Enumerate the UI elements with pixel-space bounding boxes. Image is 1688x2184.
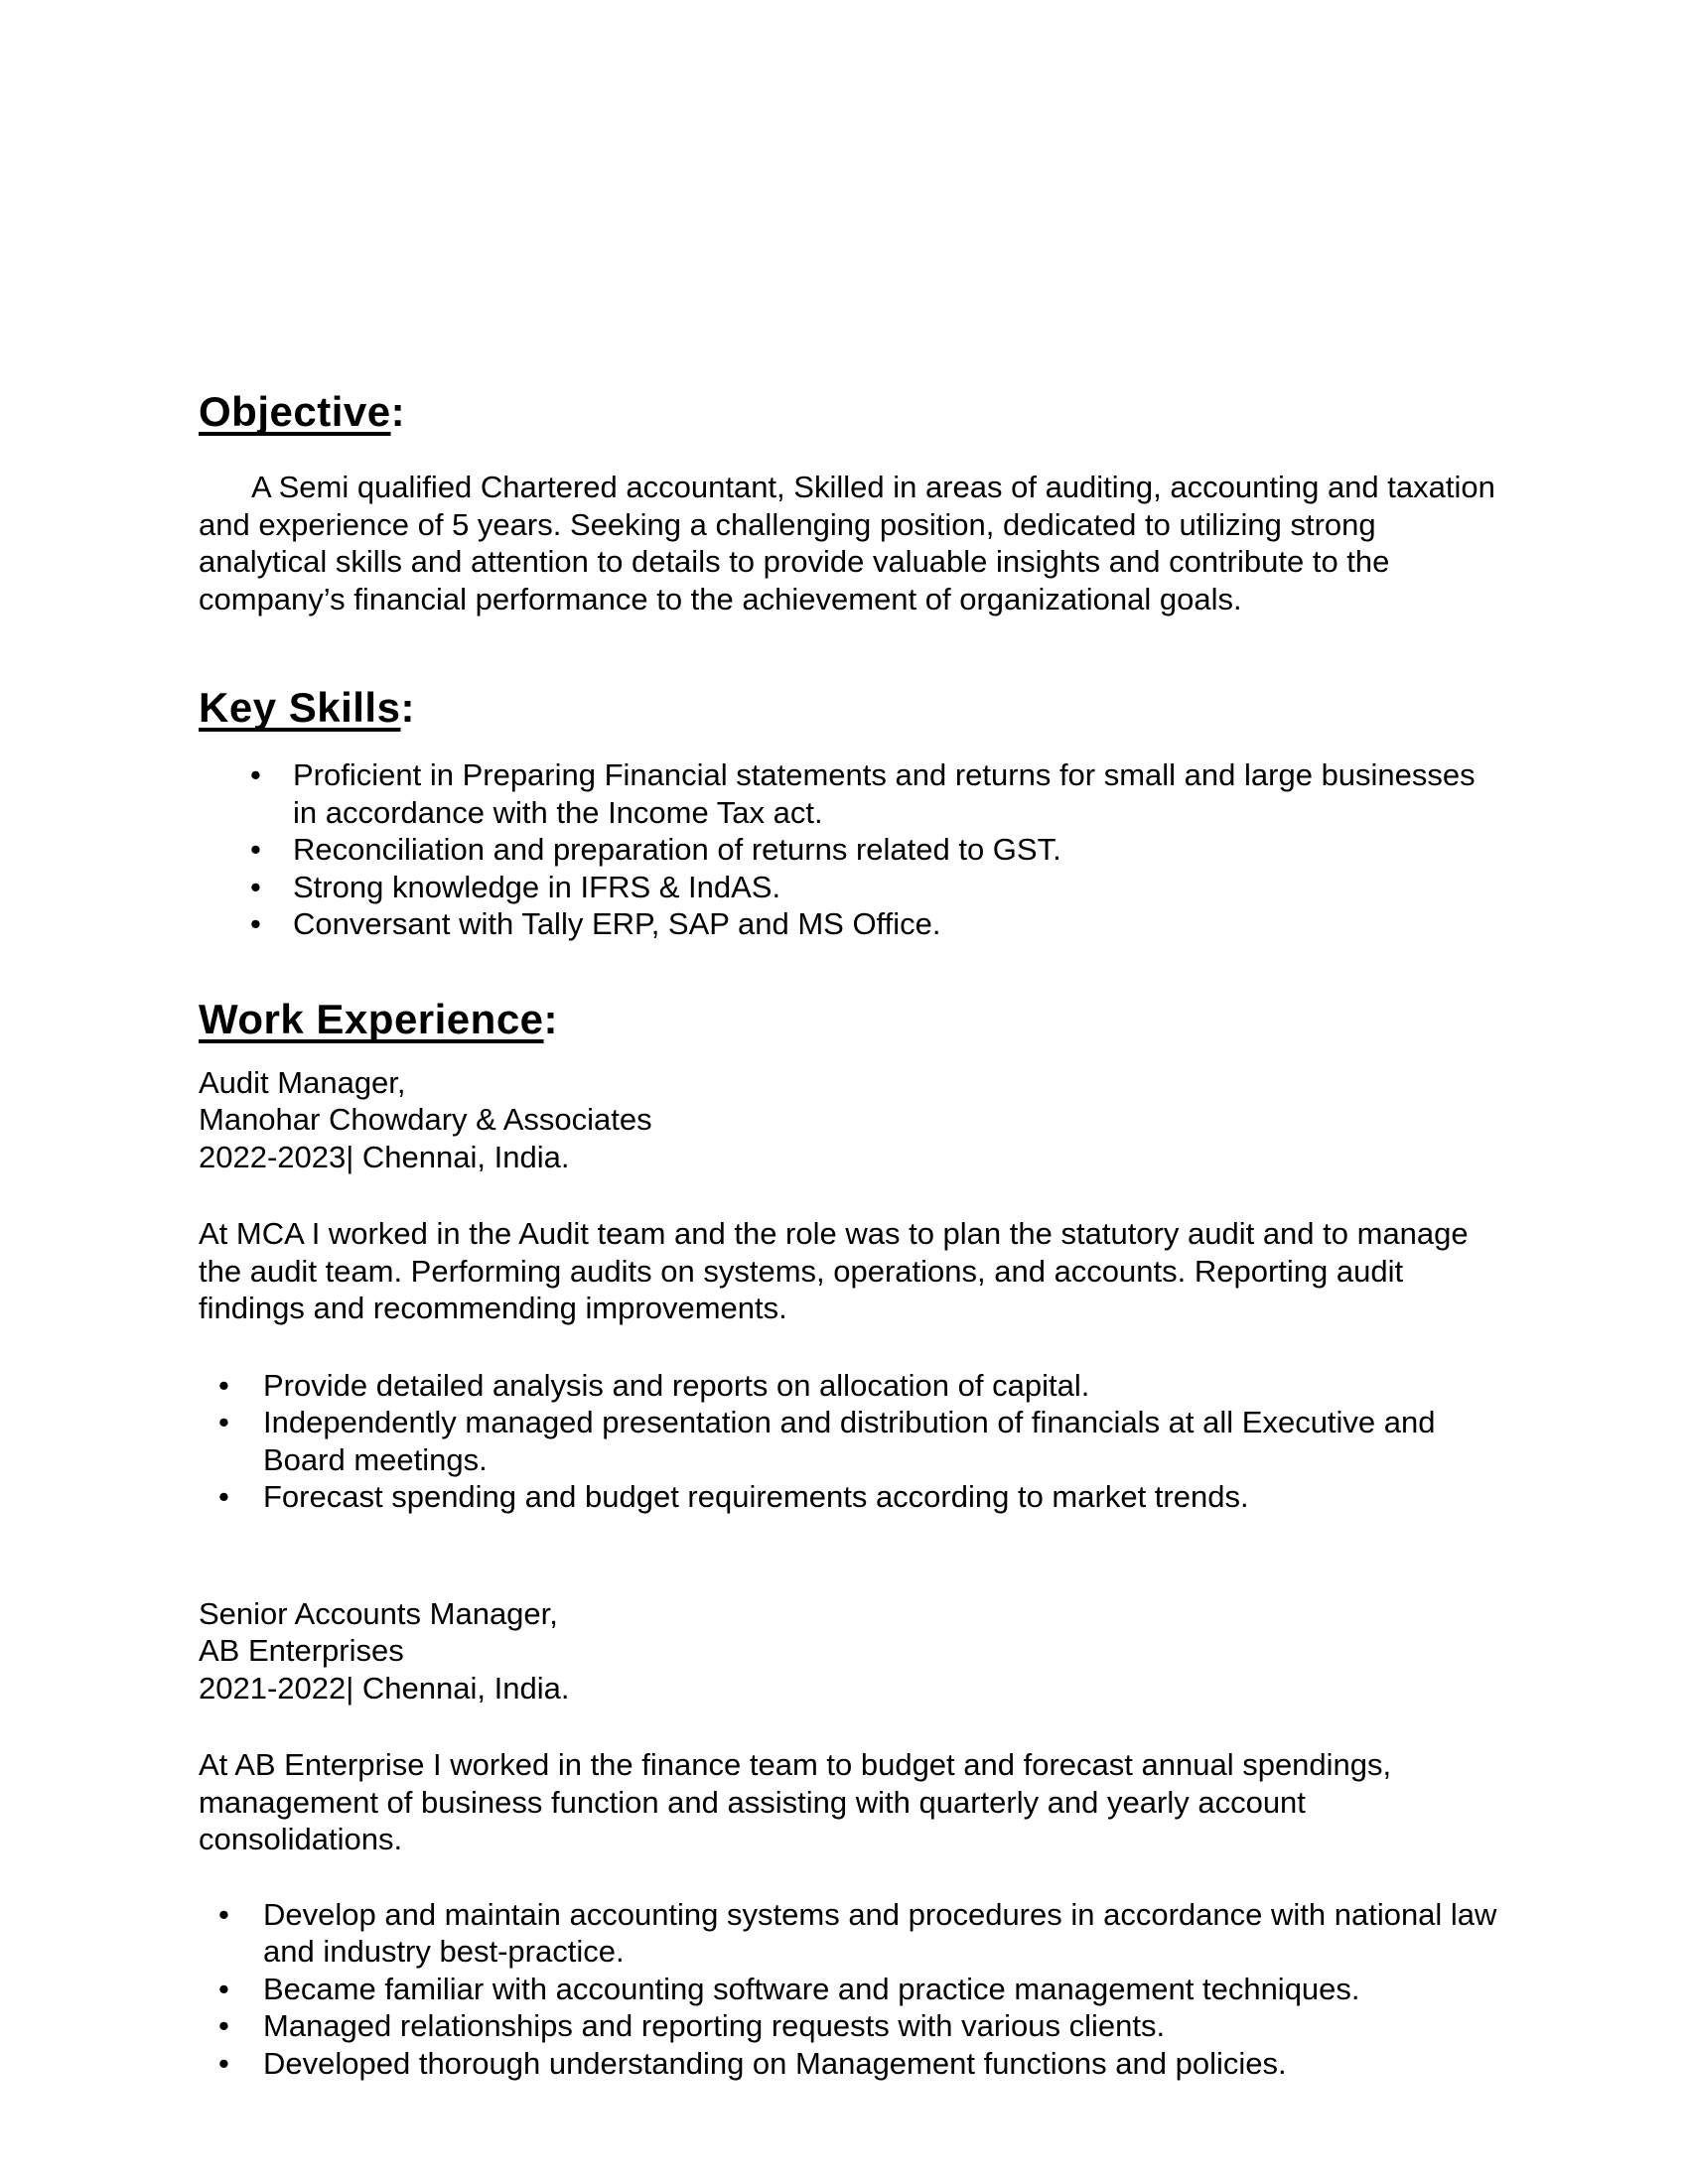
job-summary: At MCA I worked in the Audit team and the role was to plan the statutory audit and to manage the audit team. Performing audits on systems, operations, and accounts. Reporting audit findings and recommending improvements. [199, 1216, 1469, 1325]
objective-section [199, 387, 1499, 617]
job-bullet-list [199, 1367, 1499, 1516]
key-skills-list [199, 756, 1499, 943]
objective-paragraph: A Semi qualified Chartered accountant, Skilled in areas of auditing, accounting and taxation and experience of 5 years. Seeking a challenging position, dedicated to utilizing strong analytical skills and attention to details to provide valuable insights and contribute to the company’s financial performance to the achievement of organizational goals. [199, 470, 1495, 616]
job-period-location: 2021-2022| Chennai, India. [199, 1670, 570, 1706]
job-period-location: 2022-2023| Chennai, India. [199, 1139, 570, 1174]
work-experience-heading-text: Work Experience [199, 995, 544, 1042]
job-bullet-item: • Became familiar with accounting software and practice management techniques. [199, 1971, 1499, 2008]
objective-heading-text: Objective [199, 388, 391, 435]
key-skill-item: • Strong knowledge in IFRS & IndAS. [199, 869, 1499, 906]
key-skills-heading-text: Key Skills [199, 684, 401, 731]
job-company: Manohar Chowdary & Associates [199, 1102, 652, 1137]
job-bullet-item: • Independently managed presentation and distribution of financials at all Executive and Board meetings. [199, 1404, 1499, 1478]
job-company: AB Enterprises [199, 1633, 404, 1668]
objective-heading-colon: : [390, 388, 406, 435]
job-bullet-list [199, 1896, 1499, 2083]
resume-content [199, 387, 1499, 2082]
job-entry-senior-accounts-manager [199, 1595, 1499, 2083]
job-entry-audit-manager [199, 1064, 1499, 1516]
objective-heading [199, 387, 1499, 437]
job-bullet-item: • Developed thorough understanding on Management functions and policies. [199, 2045, 1499, 2083]
job-bullet-item: • Develop and maintain accounting systems and procedures in accordance with national law and industry best-practice. [199, 1896, 1499, 1971]
job-bullet-item: • Managed relationships and reporting requests with various clients. [199, 2007, 1499, 2045]
key-skill-item: • Reconciliation and preparation of returns related to GST. [199, 831, 1499, 869]
job-title: Audit Manager, [199, 1064, 406, 1100]
work-experience-heading-colon: : [543, 995, 559, 1042]
key-skills-section [199, 683, 1499, 943]
work-experience-heading [199, 995, 1499, 1044]
job-bullet-item: • Forecast spending and budget requirements according to market trends. [199, 1478, 1499, 1516]
work-experience-section [199, 995, 1499, 2083]
job-title: Senior Accounts Manager, [199, 1595, 558, 1631]
key-skill-item: • Proficient in Preparing Financial statements and returns for small and large businesses in accordance with the Income Tax act. [199, 756, 1499, 831]
key-skills-heading [199, 683, 1499, 733]
job-summary: At AB Enterprise I worked in the finance team to budget and forecast annual spendings, management of business function and assisting with quarterly and yearly account consolidations. [199, 1747, 1392, 1856]
key-skill-item: • Conversant with Tally ERP, SAP and MS Office. [199, 905, 1499, 943]
job-bullet-item: • Provide detailed analysis and reports on allocation of capital. [199, 1367, 1499, 1405]
key-skills-heading-colon: : [400, 684, 415, 731]
